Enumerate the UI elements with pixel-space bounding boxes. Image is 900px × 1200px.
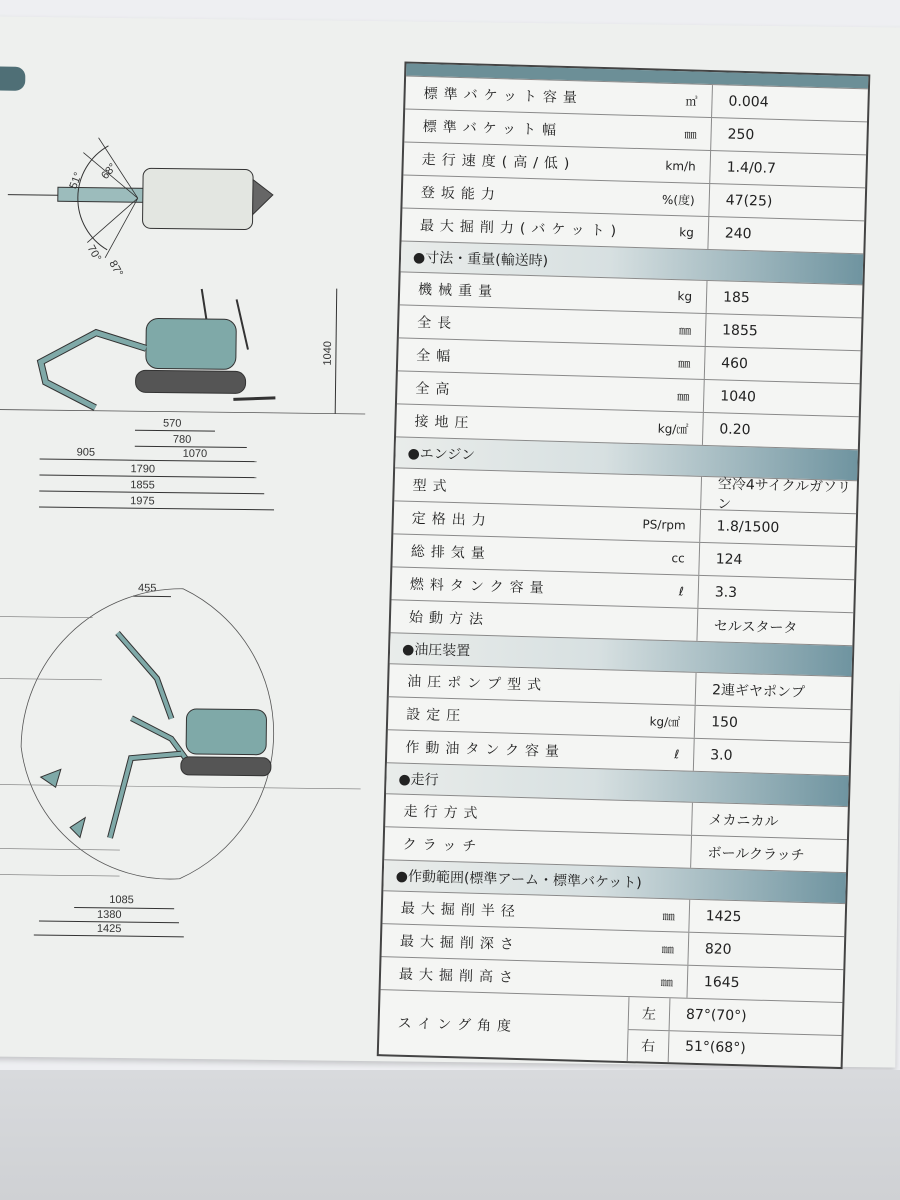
spec-label: 最大掘削半径 [400, 900, 522, 921]
spec-table [377, 61, 871, 1069]
swing-left-side: 左 [628, 997, 670, 1030]
angle-label-c: 70° [84, 243, 104, 264]
spec-unit: ㎜ [660, 974, 674, 989]
spec-label: 標準バケット幅 [422, 118, 563, 139]
spec-label: 接地圧 [414, 413, 475, 432]
angle-label-d: 87° [106, 258, 126, 279]
working-range-drawing [0, 580, 363, 939]
table-surface [0, 1070, 900, 1200]
section-travel: ●走行 [386, 762, 849, 806]
spec-label: 標準バケット容量 [423, 86, 584, 107]
spec-value: 250 [710, 118, 867, 154]
spec-label: 機械重量 [417, 281, 499, 301]
spec-label: 設定圧 [406, 706, 467, 725]
spec-unit: kg [677, 289, 693, 304]
spec-value: 185 [706, 281, 863, 317]
spec-unit [617, 491, 701, 493]
spec-label: 最大掘削深さ [399, 933, 521, 954]
spec-unit: ㎜ [677, 388, 690, 404]
spec-value: 2連ギヤポンプ [695, 673, 852, 709]
spec-value: 1425 [688, 900, 845, 936]
spec-label: 登坂能力 [420, 184, 502, 204]
spec-unit: ㎜ [677, 355, 691, 371]
dim-length-2: 1855 [130, 479, 155, 492]
spec-unit: cc [671, 551, 685, 566]
spec-label: 油圧ポンプ型式 [406, 673, 548, 694]
spec-label: 全幅 [416, 347, 457, 366]
spec-unit: km/h [665, 158, 696, 174]
dim-track-outer: 780 [172, 433, 192, 446]
spec-value: 1.4/0.7 [709, 151, 866, 187]
swing-label: スイング角度 [397, 1015, 518, 1035]
section-engine: ●エンジン [395, 436, 858, 480]
spec-unit: PS/rpm [642, 517, 686, 533]
spec-value: 1645 [686, 966, 843, 1002]
swing-angle-row [379, 989, 843, 1067]
spec-unit: kg/㎠ [649, 714, 681, 729]
spec-value: 150 [694, 706, 851, 742]
spec-value: 0.004 [711, 85, 868, 121]
spec-label: 走行方式 [403, 803, 484, 822]
swing-right-side: 右 [627, 1030, 669, 1063]
spec-value: 1040 [703, 380, 860, 416]
dim-rear-length: 1070 [182, 447, 208, 461]
spec-label: 燃料タンク容量 [409, 576, 550, 597]
spec-value: 3.3 [697, 576, 854, 612]
spec-label: 最大掘削高さ [398, 966, 520, 987]
spec-value: 3.0 [693, 739, 850, 775]
side-view-drawing [0, 284, 367, 511]
dimension-drawings [0, 16, 410, 1021]
dim-side-height: 1040 [321, 340, 335, 366]
spec-label: 始動方法 [408, 609, 490, 629]
spec-unit: ℓ [674, 747, 680, 762]
section-dims: ●寸法・重量(輸送時) [401, 240, 864, 284]
spec-unit: ㎜ [661, 941, 675, 956]
angle-label-b: 68° [99, 161, 120, 182]
spec-label: 型式 [412, 477, 453, 495]
angle-label-a: 51° [67, 170, 85, 191]
spec-label: 最大掘削力(バケット) [419, 217, 623, 240]
swing-left-value: 87°(70°) [669, 998, 843, 1034]
spec-unit: ㎜ [684, 126, 697, 142]
top-view-drawing [7, 137, 274, 281]
spec-value: 1.8/1500 [699, 510, 856, 546]
spec-unit: %(度) [661, 192, 695, 208]
spec-unit: ℓ [678, 584, 685, 599]
spec-unit: ㎥ [685, 93, 698, 109]
spec-label: 全長 [416, 314, 458, 333]
spec-value: 空冷4サイクルガソリン [700, 477, 857, 513]
catalog-page [0, 16, 900, 1067]
spec-unit [613, 622, 697, 624]
spec-unit: kg/㎠ [657, 421, 689, 437]
spec-label: 走行速度(高/低) [421, 151, 576, 173]
dim-length-1: 1790 [130, 463, 156, 476]
dim-range-1: 1085 [109, 893, 134, 907]
spec-label: クラッチ [402, 836, 483, 855]
spec-label: 定格出力 [411, 510, 492, 530]
spec-unit: ㎜ [678, 322, 692, 338]
spec-value: セルスタータ [696, 609, 853, 645]
spec-value: 820 [687, 933, 844, 969]
section-hydraulic: ●油圧装置 [390, 632, 853, 676]
dim-front-length: 905 [76, 446, 96, 459]
spec-label: 総排気量 [410, 543, 492, 563]
dim-track-inner: 570 [162, 417, 182, 430]
spec-value: ボールクラッチ [690, 836, 847, 872]
spec-unit [611, 686, 695, 688]
spec-unit [607, 849, 691, 851]
section-range: ●作動範囲(標準アーム・標準バケット) [383, 859, 846, 903]
dim-reach-top: 455 [137, 582, 157, 595]
dim-range-2: 1380 [96, 908, 122, 922]
dim-range-3: 1425 [96, 922, 122, 936]
spec-value: 240 [707, 217, 864, 253]
spec-unit: ㎜ [662, 908, 675, 923]
spec-value: 0.20 [702, 413, 859, 449]
spec-value: 47(25) [708, 184, 865, 220]
spec-label: 作動油タンク容量 [405, 739, 566, 761]
spec-unit [608, 816, 692, 818]
dim-length-3: 1975 [130, 495, 155, 508]
spec-label: 全高 [415, 380, 456, 399]
spec-value: メカニカル [691, 803, 848, 839]
spec-value: 124 [698, 543, 855, 579]
spec-unit: kg [679, 225, 695, 240]
swing-right-value: 51°(68°) [668, 1031, 842, 1067]
spec-value: 460 [704, 347, 861, 383]
spec-value: 1855 [705, 314, 862, 350]
